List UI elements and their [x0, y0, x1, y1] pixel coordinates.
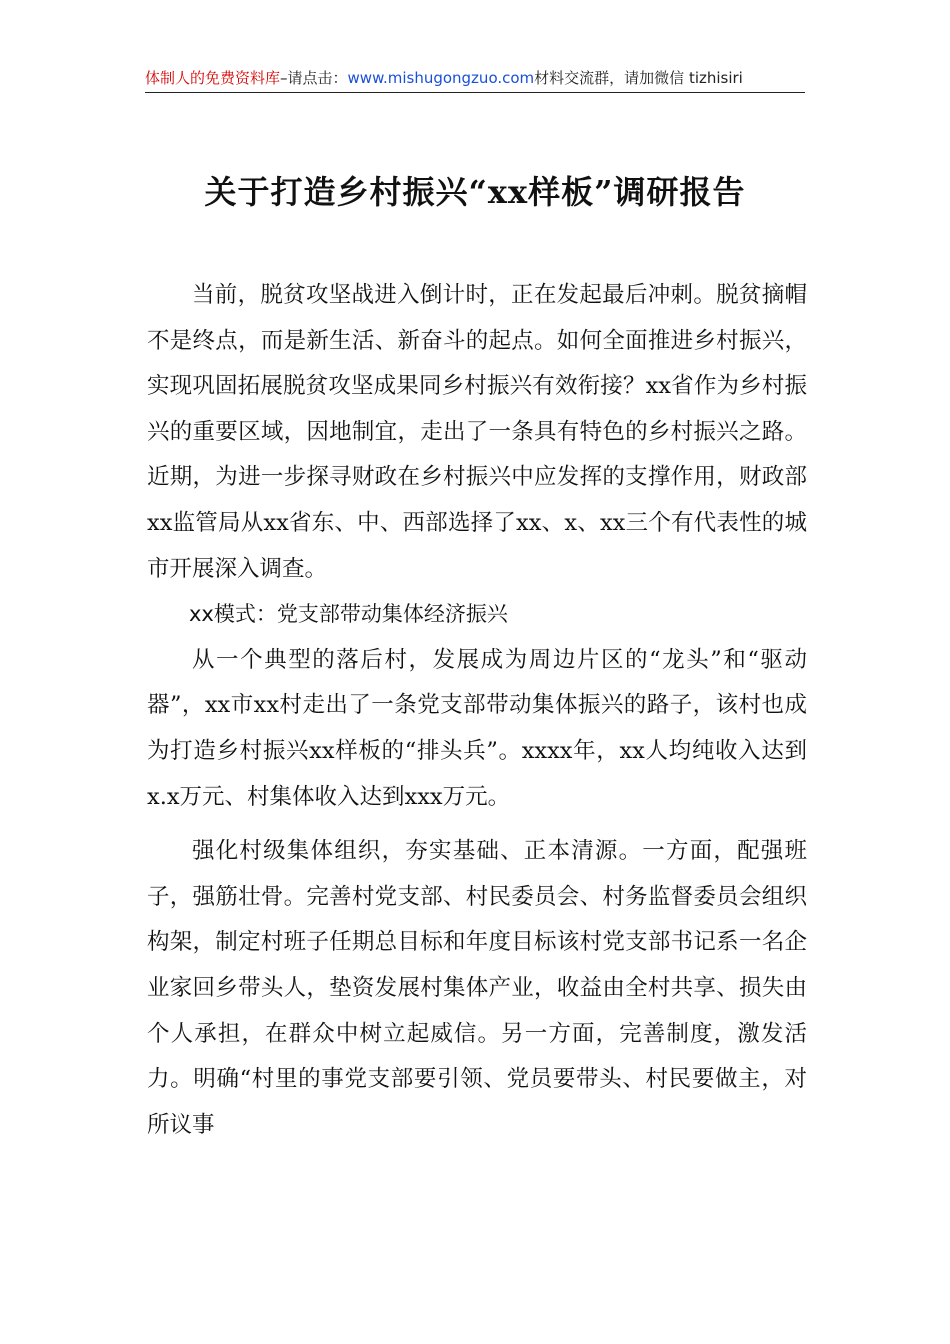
- site-name[interactable]: 体制人的免费资料库: [145, 69, 281, 87]
- paragraph-measures: 强化村级集体组织，夯实基础、正本清源。一方面，配强班子，强筋壮骨。完善村党支部、村民委员会、村务监督委员会组织构架，制定村班子任期总目标和年度目标该村党支部书记系一名企业家回乡带头人，垫资发展村集体产业，收益由全村共享、损失由个人承担，在群众中树立起威信。另一方面，完善制度，激发活力。明确“村里的事党支部要引领、党员要带头、村民要做主，对所议事: [147, 838, 807, 1138]
- header-bar: [145, 66, 805, 93]
- document-body: [147, 273, 807, 1148]
- paragraph-intro: 当前，脱贫攻坚战进入倒计时，正在发起最后冲刺。脱贫摘帽不是终点，而是新生活、新奋斗的起点。如何全面推进乡村振兴，实现巩固拓展脱贫攻坚成果同乡村振兴有效衔接？xx省作为乡村振兴的重要区域，因地制宜，走出了一条具有特色的乡村振兴之路。近期，为进一步探寻财政在乡村振兴中应发挥的支撑作用，财政部xx监管局从xx省东、中、西部选择了xx、x、xx三个有代表性的城市开展深入调查。: [147, 282, 807, 582]
- site-link[interactable]: www.mishugongzuo.com: [347, 69, 535, 87]
- paragraph-case: 从一个典型的落后村，发展成为周边片区的“龙头”和“驱动器”，xx市xx村走出了一条党支部带动集体振兴的路子，该村也成为打造乡村振兴xx样板的“排头兵”。xxxx年，xx人均纯收入达到x.x万元、村集体收入达到xxx万元。: [147, 646, 807, 810]
- header-prompt: –请点击：: [280, 69, 348, 87]
- header-contact: 材料交流群，请加微信 tizhisiri: [534, 69, 743, 87]
- section-heading: xx模式：党支部带动集体经济振兴: [189, 602, 508, 627]
- document-title: 关于打造乡村振兴“xx样板”调研报告: [204, 173, 746, 211]
